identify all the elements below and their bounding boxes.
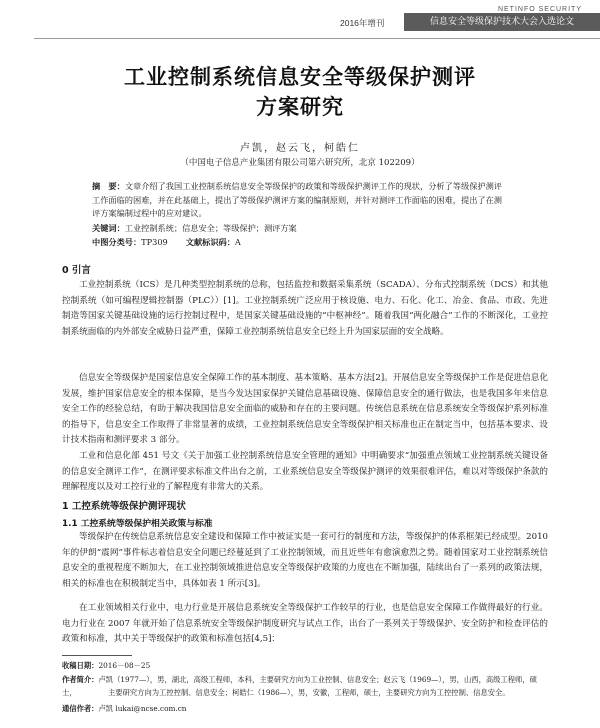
bio-label: 作者简介： [62,675,99,684]
section-heading-0: 0 引言 [62,265,91,276]
received-value: 2016－08－25 [98,661,151,670]
keywords-label: 关键词： [92,223,125,233]
clc-value: TP309 [141,237,168,247]
issue-label: 2016年增刊 [340,18,385,28]
abstract [92,180,502,221]
subsection-heading-1-1: 1.1 工控系统等级保护相关政策与标准 [62,519,213,529]
page-header [0,0,600,48]
title-line-1: 工业控制系统信息安全等级保护测评 [124,65,476,89]
contact-value: 卢凯 lukai@ncse.com.cn [98,704,187,713]
title-line-2: 方案研究 [256,95,344,119]
body-paragraph-1: 工业控制系统（ICS）是几种类型控制系统的总称，包括监控和数据采集系统（SCADA）、分布式控制系统（DCS）和其他控制系统（如可编程逻辑控制器（PLC））[1]。工业控制系统广泛应用于核设施、电力、石化、化工、冶金、食品、市政、先进制造等国家关键基础设施的运行控制过程中，是国家关键基础设施的“中枢神经”。随着我国“两化融合”工作的不断深化，工业控制系统面临的内外部安全威胁日益严重，保障工业控制系统信息安全已经上升为国家层面的安全战略。 [62,280,548,337]
bio-text: 卢凯（1977—），男，湖北，高级工程师，本科，主要研究方向为工业控制、信息安全；赵云飞（1969—），男，山西，高级工程师，硕士， [62,675,537,697]
paper-title [60,62,540,122]
received-label: 收稿日期： [62,661,99,670]
header-rule [34,38,600,39]
keywords [92,222,502,235]
received-date [62,659,548,672]
affiliation: （中国电子信息产业集团有限公司第六研究所，北京 102209） [180,158,420,168]
authors: 卢凯，赵云飞，柯皓仁 [240,143,360,154]
corresponding-author [62,702,548,715]
body-paragraph-5: 在工业领域相关行业中，电力行业是开展信息系统安全等级保护工作较早的行业，也是信息安全保障工作做得最好的行业。电力行业在 2007 年就开始了信息系统安全等级保护制度研究与试点工作，出台了一系列关于等级保护、安全防护和检查评估的政策和标准，其中关于等级保护的政策和标准包括[4,5]： [62,603,548,644]
contact-label: 通信作者： [62,704,99,713]
clc-label: 中图分类号： [92,237,142,247]
doc-code-value: A [234,237,241,247]
section-heading-1: 1 工控系统等级保护测评现状 [62,501,186,512]
body-paragraph-4: 等级保护在传统信息系统信息安全建设和保障工作中被证实是一套可行的制度和方法，等级保护的体系框架已经成型。2010 年的伊朗“震网”事件标志着信息安全问题已经蔓延到了工业控制领域，而且近些年有愈演愈烈之势。随着国家对工业控制系统信息安全的重视程度不断加大，在工业控制领域推进信息安全等级保护政策的力度也在不断加强，陆续出台了一系列的政策法规，相关的标准也在积极制定当中，具体如表 1 所示[3]。 [62,532,548,589]
footnote-rule [62,655,132,656]
abstract-text: 文章介绍了我国工业控制系统信息安全等级保护的政策和等级保护测评工作的现状，分析了等级保护测评工作面临的困难，并在此基础上，提出了等级保护测评方案的编制原则，并针对测评工作面临的困难，提出了在测评方案编制过程中的应对建议。 [92,181,502,218]
journal-logo: NETINFO SECURITY [497,6,582,13]
body-paragraph-2: 信息安全等级保护是国家信息安全保障工作的基本制度、基本策略、基本方法[2]。开展信息安全等级保护工作是促进信息化发展，维护国家信息安全的根本保障，是当今发达国家保护关键信息基础设施、保障信息安全的通行做法，也是我国多年来信息安全工作的经验总结，有助于解决我国信息安全面临的威胁和存在的主要问题。传统信息系统在信息系统安全等级保护系列标准的指导下，信息安全工作取得了非常显著的成绩，工业控制系统信息安全等级保护相关标准也正在制定当中，包括基本要求、设计技术指南和测评要求 3 部分。 [62,373,548,445]
abstract-label: 摘 要： [92,181,125,191]
keywords-text: 工业控制系统；信息安全；等级保护；测评方案 [124,223,297,233]
author-bio-continued: 主要研究方向为工控控制、信息安全；柯皓仁（1986—），男，安徽，工程师，硕士，主要研究方向为工控控制、信息安全。 [108,688,510,697]
classification [92,236,502,249]
doc-code-label: 文献标识码： [185,237,235,247]
conference-banner: 信息安全等级保护技术大会入选论文 [404,13,600,31]
body-paragraph-3: 工业和信息化部 451 号文《关于加强工业控制系统信息安全管理的通知》中明确要求“加强重点领域工业控制系统关键设备的信息安全测评工作”，在测评要求标准文件出台之前，工业系统信息安全等级保护测评的效果很难评估，难以对等级保护条款的理解程度以及对工控行业的了解程度有非常大的关系。 [62,451,548,492]
